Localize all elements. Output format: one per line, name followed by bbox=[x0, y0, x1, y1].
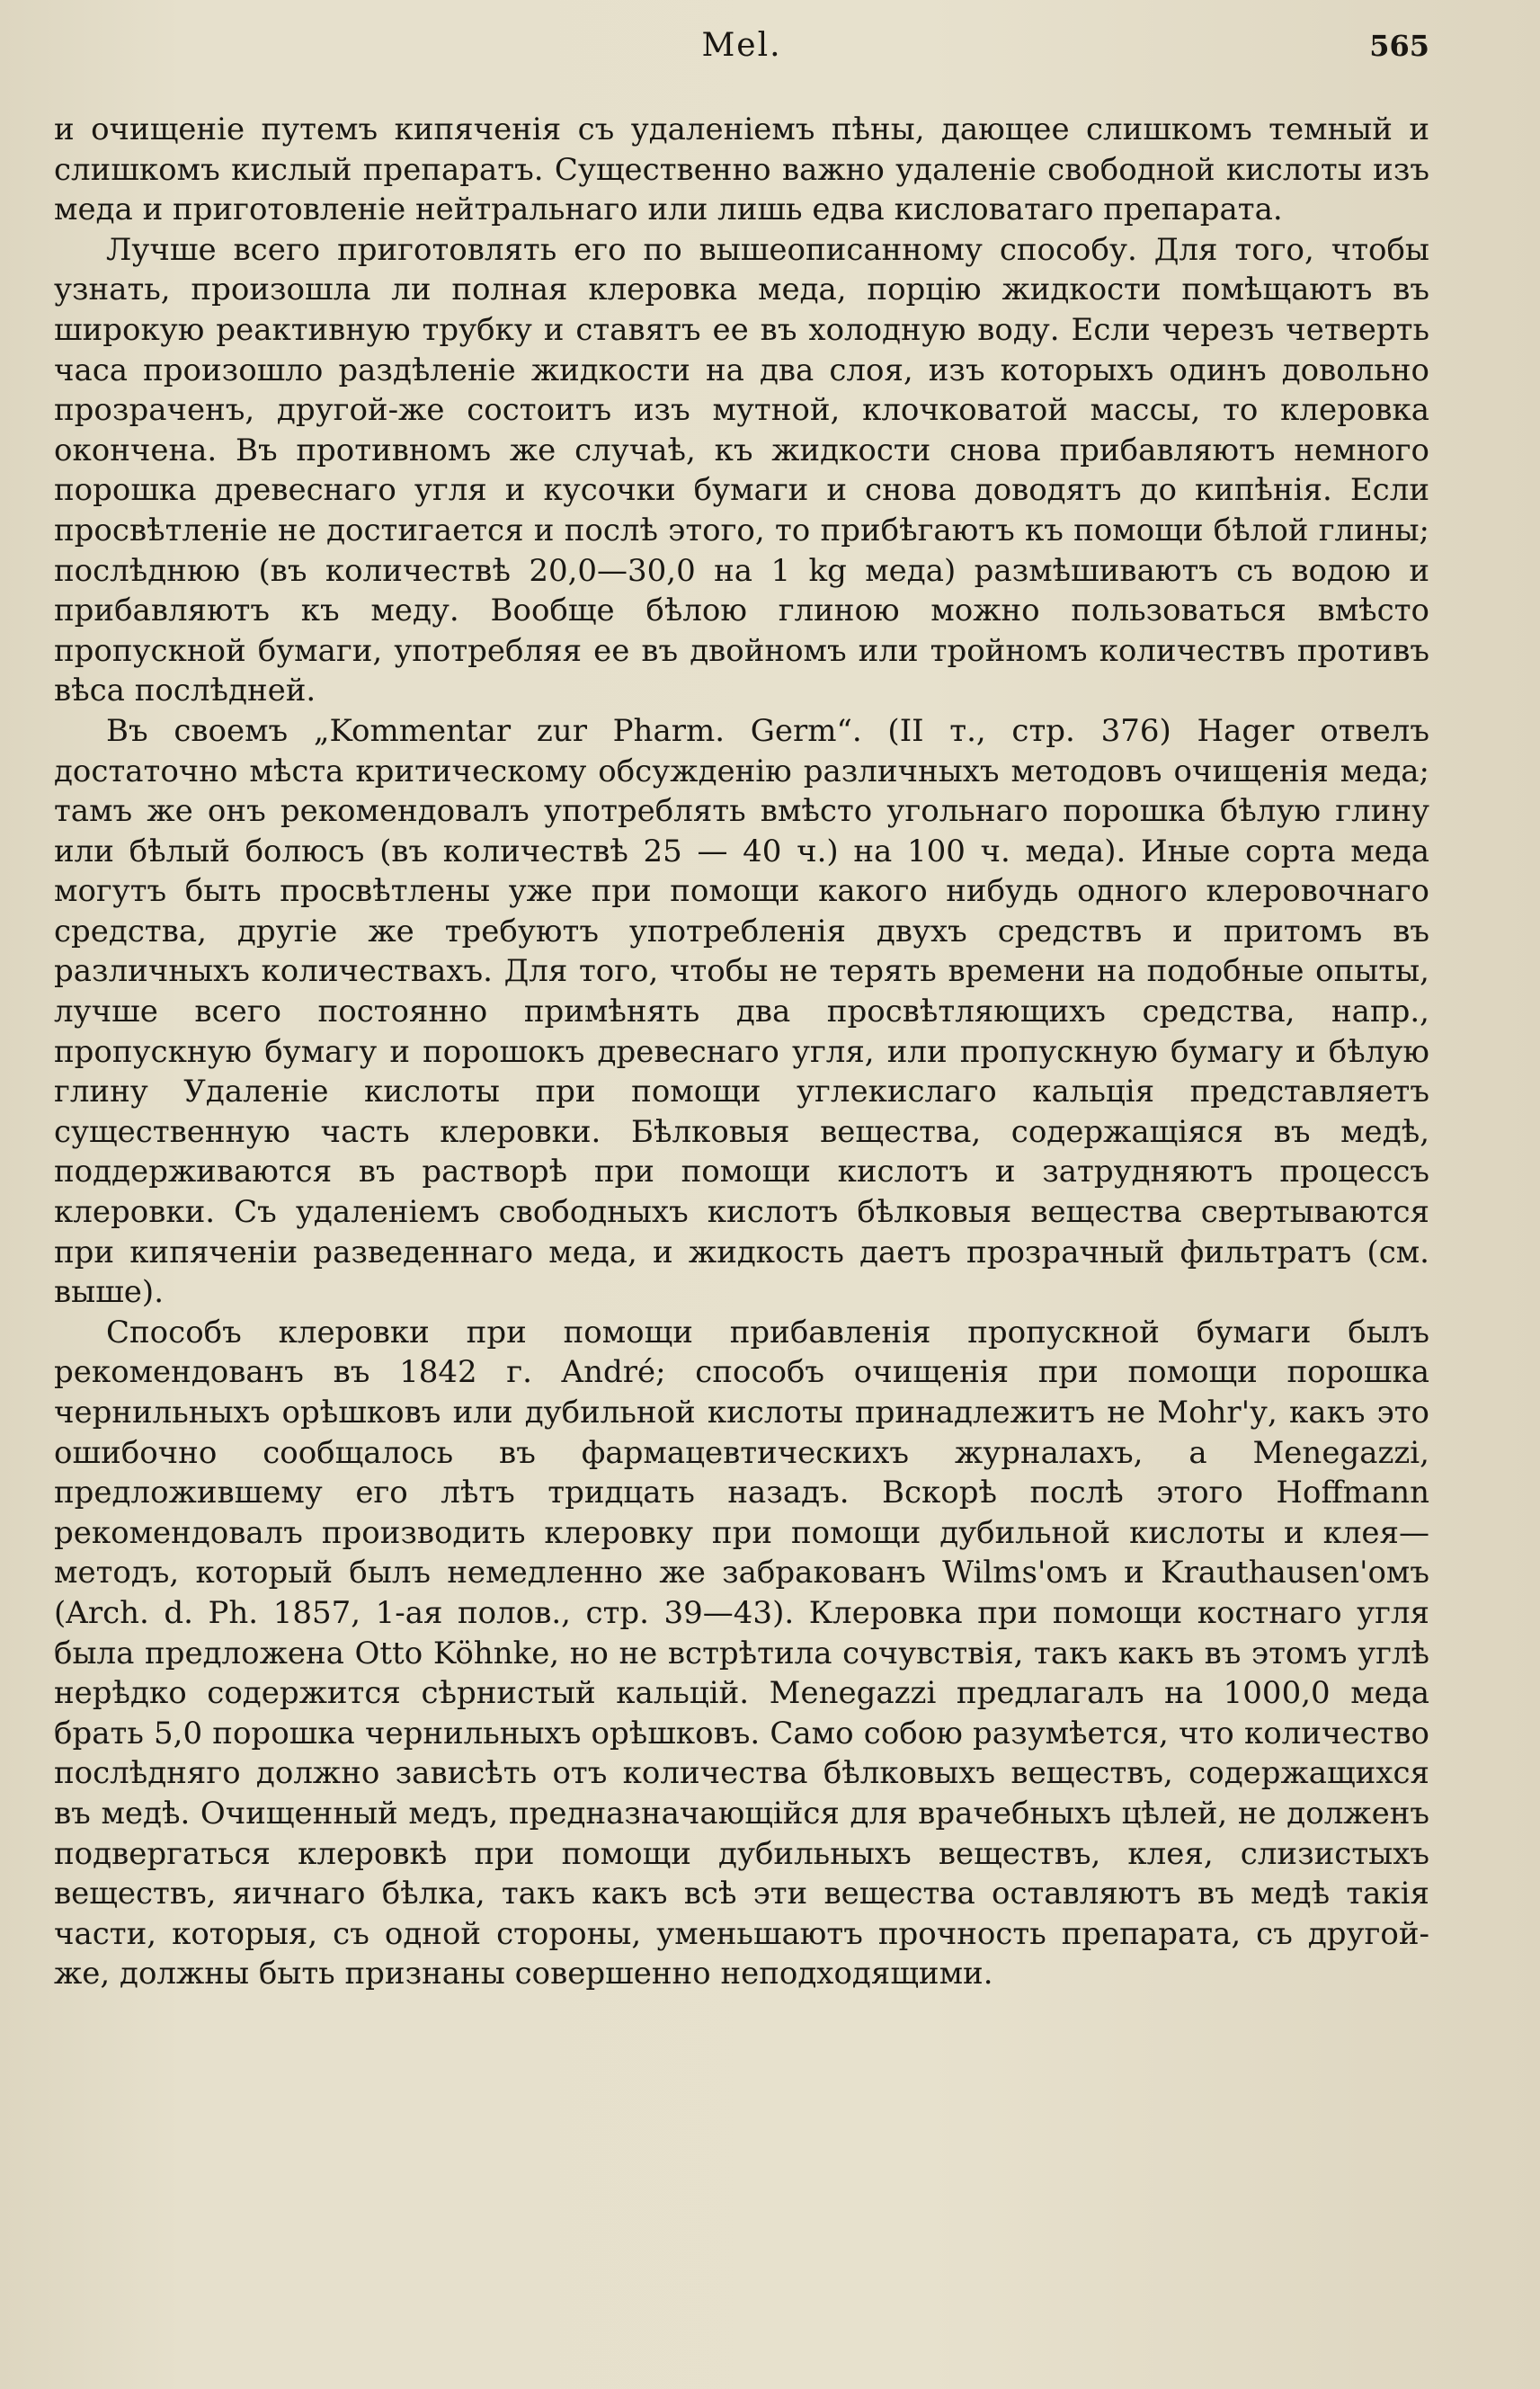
paragraph-hager-commentary: Въ своемъ „Kommentar zur Pharm. Germ“. (II т., стр. 376) Hager отвелъ достаточно мѣста критическому обсужденію различныхъ методовъ очищенія меда; тамъ же онъ рекомендовалъ употреблять вмѣсто угольнаго порошка бѣлую глину или бѣлый болюсъ (въ количествѣ 25 — 40 ч.) на 100 ч. меда). Иные сорта меда могутъ быть просвѣтлены уже при помощи какого нибудь одного клеровочнаго средства, другіе же требуютъ употребленія двухъ средствъ и притомъ въ различныхъ количествахъ. Для того, чтобы не терять времени на подобные опыты, лучше всего постоянно примѣнять два просвѣтляющихъ средства, напр., пропускную бумагу и порошокъ древеснаго угля, или пропускную бумагу и бѣлую глину Удаленіе кислоты при помощи углекислаго кальція представляетъ существенную часть клеровки. Бѣлковыя вещества, содержащіяся въ медѣ, поддерживаются въ растворѣ при помощи кислотъ и затрудняютъ процессъ клеровки. Съ удаленіемъ свободныхъ кислотъ бѣлковыя вещества свертываются при кипяченіи разведеннаго меда, и жидкость даетъ прозрачный фильтратъ (см. выше). bbox=[54, 712, 1429, 1311]
section-title: Mel. bbox=[701, 27, 782, 64]
paragraph-clarification-history: Способъ клеровки при помощи прибавленія пропускной бумаги былъ рекомендованъ въ 1842 г. André; способъ очищенія при помощи порошка чернильныхъ орѣшковъ или дубильной кислоты принадлежитъ не Mohr'у, какъ это ошибочно сообщалось въ фармацевтическихъ журналахъ, а Menegazzi, предложившему его лѣтъ тридцать назадъ. Вскорѣ послѣ этого Hoffmann рекомендовалъ производить клеровку при помощи дубильной кислоты и клея—методъ, который былъ немедленно же забракованъ Wilms'омъ и Krauthausen'омъ (Arch. d. Ph. 1857, 1-ая полов., стр. 39—43). Клеровка при помощи костнаго угля была предложена Otto Köhnke, но не встрѣтила сочувствія, такъ какъ въ этомъ углѣ нерѣдко содержится сѣрнистый кальцій. Menegazzi предлагалъ на 1000,0 меда брать 5,0 порошка чернильныхъ орѣшковъ. Само собою разумѣется, что количество послѣдняго должно зависѣть отъ количества бѣлковыхъ веществъ, содержащихся въ медѣ. Очищенный медъ, предназначающійся для врачебныхъ цѣлей, не долженъ подвергаться клеровкѣ при помощи дубильныхъ веществъ, клея, слизистыхъ веществъ, яичнаго бѣлка, такъ какъ всѣ эти вещества оставляютъ въ медѣ такія части, которыя, съ одной стороны, уменьшаютъ прочность препарата, съ другой-же, должны быть признаны совершенно неподходящими. bbox=[54, 1314, 1429, 1992]
running-head bbox=[54, 27, 1429, 81]
paragraph-preparation-method: Лучше всего приготовлять его по вышеописанному способу. Для того, чтобы узнать, произошла ли полная клеровка меда, порцію жидкости помѣщаютъ въ широкую реактивную трубку и ставятъ ее въ холодную воду. Если черезъ четверть часа произошло раздѣленіе жидкости на два слоя, изъ которыхъ одинъ довольно прозраченъ, другой-же состоитъ изъ мутной, клочковатой массы, то клеровка окончена. Въ противномъ же случаѣ, къ жидкости снова прибавляютъ немного порошка древеснаго угля и кусочки бумаги и снова доводятъ до кипѣнія. Если просвѣтленіе не достигается и послѣ этого, то прибѣгаютъ къ помощи бѣлой глины; послѣднюю (въ количествѣ 20,0—30,0 на 1 kg меда) размѣшиваютъ съ водою и прибавляютъ къ меду. Вообще бѣлою глиною можно пользоваться вмѣсто пропускной бумаги, употребляя ее въ двойномъ или тройномъ количествъ противъ вѣса послѣдней. bbox=[54, 231, 1429, 709]
paragraph-continuation: и очищеніе путемъ кипяченія съ удаленіемъ пѣны, дающее слишкомъ темный и слишкомъ кислый препаратъ. Существенно важно удаленіе свободной кислоты изъ меда и приготовленіе нейтральнаго или лишь едва кисловатаго препарата. bbox=[54, 111, 1429, 228]
body-text bbox=[54, 110, 1429, 1994]
page-number: 565 bbox=[1369, 29, 1429, 63]
